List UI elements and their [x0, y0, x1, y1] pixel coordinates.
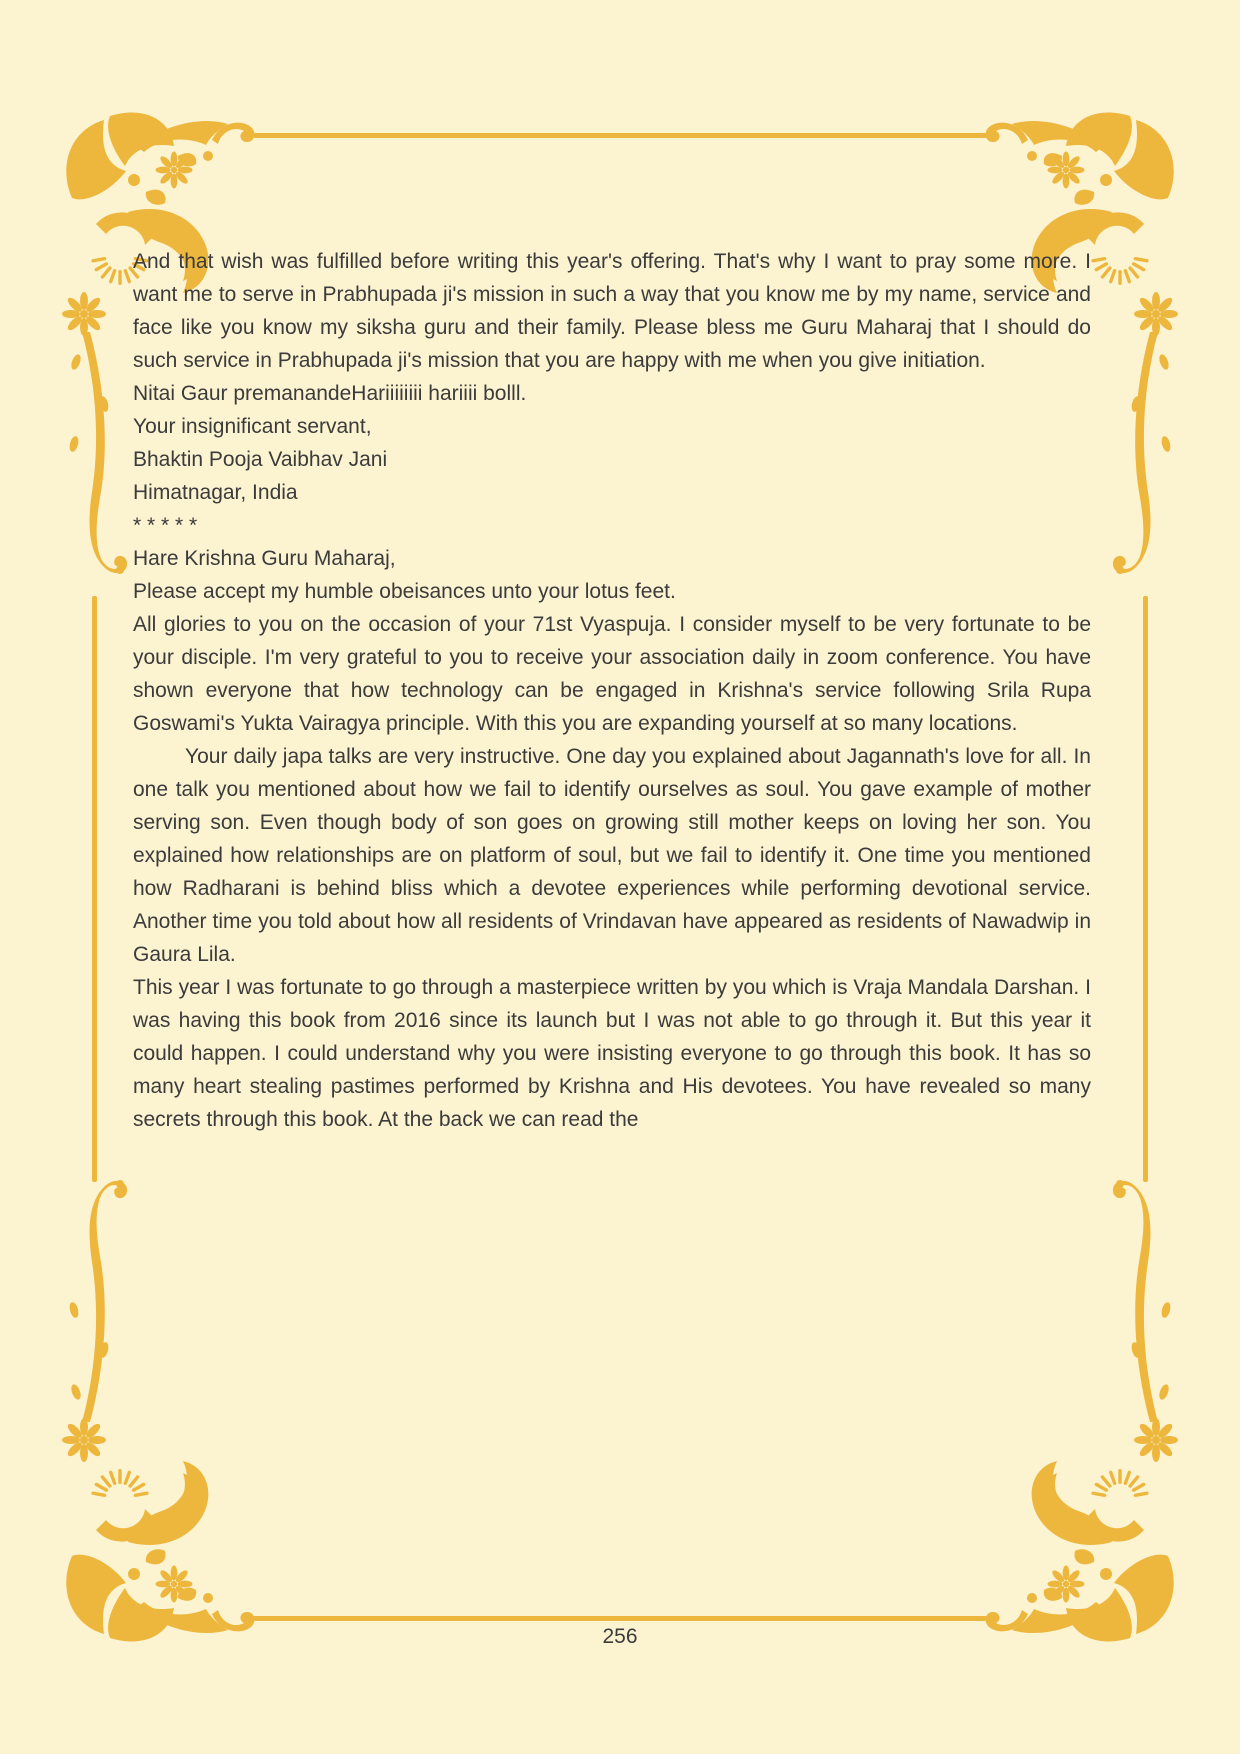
- border-line-left: [92, 596, 97, 1182]
- obeisance-line: Please accept my humble obeisances unto your lotus feet.: [133, 580, 676, 603]
- page-content: [133, 245, 1091, 1136]
- author-location: Himatnagar, India: [133, 481, 298, 504]
- corner-ornament-bottom-right: [982, 1155, 1178, 1650]
- chant-line: Nitai Gaur premanandeHariiiiiiii hariiii bolll.: [133, 382, 527, 405]
- section-separator: * * * * *: [133, 514, 198, 537]
- body-paragraph-glories: All glories to you on the occasion of your 71st Vyaspuja. I consider myself to be very fortunate to be your disciple. I'm very grateful to you to receive your association daily in zoom conference. You have shown everyone that how technology can be engaged in Krishna's service following Srila Rupa Goswami's Yukta Vairagya principle. With this you are expanding yourself at so many locations.: [133, 613, 1091, 735]
- signoff-line: Your insignificant servant,: [133, 415, 372, 438]
- corner-ornament-bottom-left: [62, 1155, 258, 1650]
- page-number: 256: [602, 1625, 638, 1648]
- body-paragraph-vraja-mandala: This year I was fortunate to go through a masterpiece written by you which is Vraja Mandala Darshan. I was having this book from 2016 since its launch but I was not able to go through it. But this year it could happen. I could understand why you were insisting everyone to go through this book. It has so many heart stealing pastimes performed by Krishna and His devotees. You have revealed so many secrets through this book. At the back we can read the: [133, 976, 1091, 1131]
- border-line-top: [253, 133, 987, 138]
- closing-paragraph: And that wish was fulfilled before writing this year's offering. That's why I want to pray some more. I want me to serve in Prabhupada ji's mission in such a way that you know me by my name, service and face like you know my siksha guru and their family. Please bless me Guru Maharaj that I should do such service in Prabhupada ji's mission that you are happy with me when you give initiation.: [133, 250, 1091, 372]
- salutation-line: Hare Krishna Guru Maharaj,: [133, 547, 396, 570]
- border-line-right: [1143, 596, 1148, 1182]
- body-paragraph-japa-talks: Your daily japa talks are very instructive. One day you explained about Jagannath's love for all. In one talk you mentioned about how we fail to identify ourselves as soul. You gave example of mother serving son. Even though body of son goes on growing still mother keeps on loving her son. You explained how relationships are on platform of soul, but we fail to identify it. One time you mentioned how Radharani is behind bliss which a devotee experiences while performing devotional service. Another time you told about how all residents of Vrindavan have appeared as residents of Nawadwip in Gaura Lila.: [133, 745, 1091, 966]
- author-name: Bhaktin Pooja Vaibhav Jani: [133, 448, 388, 471]
